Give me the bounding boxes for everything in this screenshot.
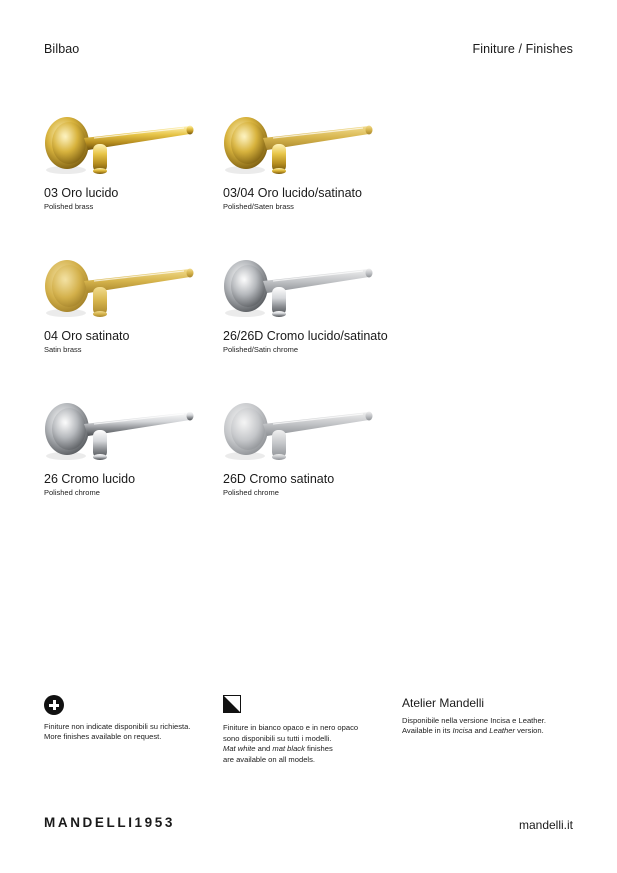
atelier-title: Atelier Mandelli — [402, 696, 485, 710]
website-link[interactable]: mandelli.it — [518, 818, 573, 832]
note-request — [44, 695, 224, 743]
note-line: Mat white and mat black finishes — [223, 744, 333, 754]
brand-logo: MANDELLI1953 — [44, 815, 175, 830]
finish-subtitle: Polished brass — [44, 202, 94, 211]
note-line: sono disponibili su tutti i modelli. — [223, 733, 332, 743]
note-line: Disponibile nella versione Incisa e Leather. — [402, 716, 546, 725]
finish-subtitle: Polished chrome — [223, 488, 279, 497]
finish-item — [223, 108, 403, 211]
collection-title: Bilbao — [44, 42, 80, 56]
finish-item — [44, 108, 224, 211]
finish-item — [44, 394, 224, 497]
plus-circle-icon — [44, 695, 64, 715]
finish-name: 26/26D Cromo lucido/satinato — [223, 329, 388, 343]
finish-subtitle: Satin brass — [44, 345, 82, 354]
handle-image — [44, 108, 194, 184]
finish-subtitle: Polished chrome — [44, 488, 100, 497]
note-line: More finishes available on request. — [44, 732, 162, 742]
note-line: Finiture in bianco opaco e in nero opaco — [223, 723, 359, 733]
handle-image — [223, 251, 373, 327]
handle-image — [223, 108, 373, 184]
black-white-finish-icon — [223, 695, 241, 713]
note-atelier — [402, 695, 582, 737]
finish-name: 04 Oro satinato — [44, 329, 130, 343]
finish-subtitle: Polished/Saten brass — [223, 202, 294, 211]
note-line: Finiture non indicate disponibili su richiesta. — [44, 722, 191, 731]
note-line: Available in its Incisa and Leather version. — [402, 726, 544, 736]
handle-image — [44, 251, 194, 327]
finish-name: 03 Oro lucido — [44, 186, 119, 200]
finish-item — [44, 251, 224, 354]
finish-item — [223, 251, 403, 354]
note-matt-finishes — [223, 695, 403, 765]
section-title: Finiture / Finishes — [472, 42, 573, 56]
handle-image — [223, 394, 373, 470]
finish-subtitle: Polished/Satin chrome — [223, 345, 299, 354]
finish-item — [223, 394, 403, 497]
note-line: are available on all models. — [223, 754, 316, 764]
finish-name: 26 Cromo lucido — [44, 472, 136, 486]
handle-image — [44, 394, 194, 470]
finish-name: 03/04 Oro lucido/satinato — [223, 186, 362, 200]
finish-name: 26D Cromo satinato — [223, 472, 335, 486]
